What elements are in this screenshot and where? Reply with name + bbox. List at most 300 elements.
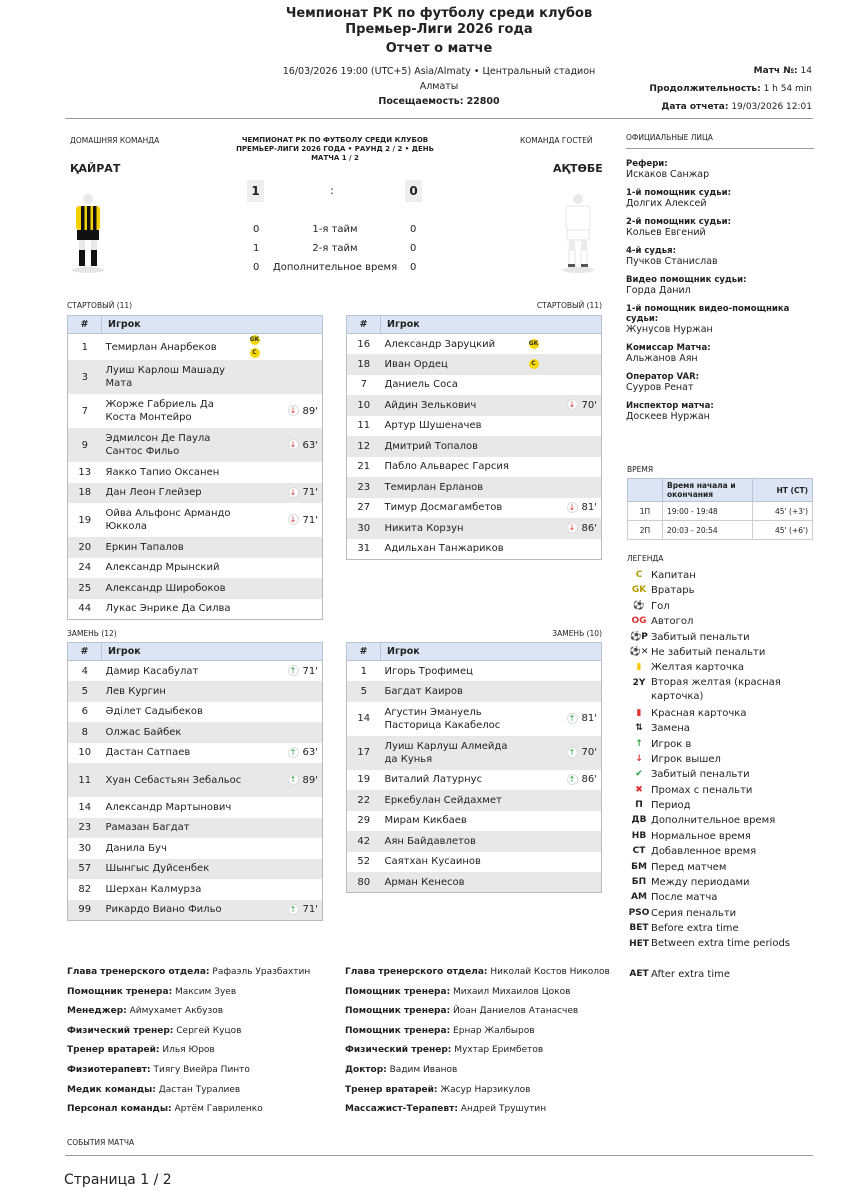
staff-role: Персонал команды: [67, 1104, 172, 1115]
player-number: 18 [347, 354, 381, 375]
duration [649, 80, 812, 98]
player-event [276, 838, 323, 859]
player-name: Тимур Досмагамбетов [384, 502, 503, 514]
period-label: 1-я тайм [312, 224, 358, 235]
legend-icon: БМ [631, 861, 647, 872]
player-number: 9 [68, 428, 102, 462]
staff-entry [345, 1041, 625, 1061]
player-name: Виталий Латурнус [384, 774, 483, 786]
legend-item [627, 706, 827, 721]
event-minute: 70' [581, 747, 597, 758]
staff-name: Николай Костов Николов [490, 967, 610, 977]
report-date-value: 19/03/2026 12:01 [731, 102, 812, 112]
player-row [68, 661, 323, 682]
official-entry [626, 217, 814, 238]
event-minute: 70' [581, 399, 597, 411]
legend-text: Автогол [651, 616, 694, 628]
player-name: Луиш Карлуш Алмейда да Кунья [381, 736, 525, 770]
official-role: Видео помощник судьи: [626, 275, 747, 285]
player-number: 42 [347, 831, 381, 852]
player-badges [525, 872, 555, 893]
legend-item [627, 752, 827, 767]
player-badges [525, 477, 555, 498]
player-badges [246, 578, 276, 599]
col-num: # [347, 316, 381, 334]
legend-item [627, 614, 827, 629]
player-row [347, 457, 602, 478]
player-event [555, 831, 602, 852]
player-row [347, 395, 602, 416]
time-ht: 45' (+3') [753, 502, 813, 521]
player-name: Александр Мрынский [105, 562, 220, 574]
player-event [276, 483, 323, 504]
legend-icon: HET [629, 938, 649, 949]
legend-text: Вторая желтая (красная карточка) [651, 676, 781, 702]
player-event [276, 428, 323, 462]
legend-item [627, 630, 827, 645]
legend-item [627, 813, 827, 828]
player-name: Дамир Касабулат [105, 665, 199, 677]
staff-role: Помощник тренера: [345, 1006, 451, 1017]
match-info-right [649, 62, 812, 116]
legend-item [627, 921, 827, 936]
player-row [68, 462, 323, 483]
sub-out-icon: ↓ [288, 487, 299, 498]
player-event [555, 334, 602, 355]
home-kit-icon [70, 192, 106, 274]
official-role: 2-й помощник судьи: [626, 217, 731, 227]
player-event [276, 743, 323, 764]
staff-name: Михаил Михаилов Цоков [453, 986, 571, 997]
official-entry [626, 401, 814, 422]
event-minute: 89' [302, 405, 318, 417]
player-name: Агустин Эмануель Пасторица Какабелос [384, 706, 501, 731]
staff-name: Мухтар Еримбетов [454, 1045, 544, 1056]
player-row [68, 763, 323, 797]
player-number: 16 [357, 338, 371, 350]
official-entry [626, 159, 814, 180]
event-minute: 81' [581, 713, 597, 724]
time-range: 20:03 - 20:54 [663, 521, 753, 540]
legend-item [627, 967, 827, 982]
staff-name: Вадим Иванов [389, 1064, 458, 1075]
player-row [68, 599, 323, 620]
legend-item [627, 660, 827, 675]
away-staff [345, 963, 625, 1120]
player-badges [525, 334, 555, 355]
player-badges [246, 763, 276, 797]
player-number: 11 [357, 420, 371, 432]
player-name: Эдмилсон Де Паула Сантос Фильо [102, 428, 246, 462]
player-name: Александр Заруцкий [384, 338, 496, 350]
player-badges [525, 736, 555, 770]
player-row [347, 811, 602, 832]
time-range: 19:00 - 19:48 [663, 502, 753, 521]
legend-icon: BET [629, 923, 649, 934]
player-name: Пабло Альварес Гарсия [384, 461, 509, 473]
legend-text: After extra time [651, 968, 731, 980]
player-number: 19 [357, 774, 371, 786]
player-badges [246, 818, 276, 839]
staff-entry [345, 983, 625, 1003]
official-entry [626, 275, 814, 296]
player-event [555, 457, 602, 478]
player-row [347, 334, 602, 355]
official-role: Оператор VAR: [626, 372, 700, 382]
player-row [68, 722, 323, 743]
player-name: Еркебулан Сейдахмет [381, 790, 525, 811]
legend-icon: ⚽ [633, 600, 645, 611]
official-entry [626, 246, 814, 267]
staff-entry [345, 1100, 625, 1120]
player-row [347, 872, 602, 893]
player-event [276, 797, 323, 818]
title-line-2: Премьер-Лиги 2026 года [345, 22, 533, 37]
player-event [276, 394, 323, 428]
away-start-title: СТАРТОВЫЙ (11) [536, 301, 602, 310]
official-name: Горда Данил [626, 285, 691, 296]
player-name: Хуан Себастьян Зебальос [102, 763, 246, 797]
away-starting-table [346, 315, 602, 560]
sub-in-icon: ↑ [567, 747, 578, 758]
player-name: Дастан Сатпаев [105, 747, 191, 759]
period-home-score: 0 [253, 262, 260, 273]
player-number: 24 [78, 562, 92, 574]
player-row [68, 900, 323, 921]
player-name: Рикардо Виано Фильо [102, 900, 246, 921]
player-event [555, 477, 602, 498]
home-team-label: ДОМАШНЯЯ КОМАНДА [70, 136, 160, 145]
score-separator: : [330, 184, 334, 197]
player-badges [525, 457, 555, 478]
player-row [68, 558, 323, 579]
home-subs-title: ЗАМЕНЬ (12) [67, 629, 117, 638]
legend-icon: PSO [628, 907, 650, 918]
player-number: 3 [68, 360, 102, 394]
sub-out-icon: ↓ [288, 514, 299, 525]
player-badges [246, 599, 276, 620]
player-badges [246, 394, 276, 428]
legend-text: Between extra time periods [651, 937, 791, 949]
staff-name: Тиягу Виейра Пинто [153, 1064, 250, 1075]
player-event [276, 722, 323, 743]
staff-name: Жасур Нарзикулов [440, 1084, 531, 1095]
official-name: Альжанов Аян [626, 353, 698, 364]
player-row [347, 852, 602, 873]
player-badges [525, 416, 555, 437]
player-badges [525, 375, 555, 396]
legend-item [627, 676, 827, 706]
player-row [347, 736, 602, 770]
staff-role: Медик команды: [67, 1084, 156, 1095]
player-row [347, 375, 602, 396]
player-badges [246, 483, 276, 504]
player-badges [246, 859, 276, 880]
duration-value: 1 h 54 min [763, 84, 812, 94]
player-number: 21 [357, 461, 371, 473]
player-event [555, 872, 602, 893]
player-row [347, 498, 602, 519]
legend-item [627, 568, 827, 583]
legend-item [627, 829, 827, 844]
player-row [347, 539, 602, 560]
player-number: 23 [68, 818, 102, 839]
away-team-name: АҚТӨБЕ [553, 162, 603, 175]
player-number: 30 [347, 518, 381, 539]
officials-panel [626, 133, 814, 430]
player-row [347, 681, 602, 702]
player-badges [525, 436, 555, 457]
official-name: Кольев Евгений [626, 227, 706, 238]
staff-name: Ернар Жалбыров [453, 1025, 535, 1036]
home-start-title: СТАРТОВЫЙ (11) [67, 301, 133, 310]
legend-item [627, 860, 827, 875]
captain-badge: C [529, 359, 539, 369]
player-event [276, 578, 323, 599]
col-num: # [68, 643, 102, 661]
legend-text: Капитан [651, 570, 696, 581]
player-name: Темирлан Анарбеков [105, 341, 217, 353]
player-badges [246, 334, 276, 361]
staff-role: Доктор: [345, 1064, 387, 1075]
period-home-score: 1 [253, 243, 260, 254]
player-event [276, 818, 323, 839]
legend-list [627, 568, 827, 982]
player-number: 5 [68, 681, 102, 702]
player-name: Жорже Габриель Да Коста Монтейро [105, 399, 214, 423]
legend-text: Замена [651, 723, 690, 735]
legend-item [627, 875, 827, 890]
legend-text: Желтая карточка [651, 662, 744, 674]
legend-icon: ▮ [636, 662, 642, 673]
player-event [555, 681, 602, 702]
player-row [347, 436, 602, 457]
player-badges [246, 879, 276, 900]
player-name: Яакко Тапио Оксанен [105, 466, 220, 478]
player-number: 57 [68, 859, 102, 880]
home-staff [67, 963, 347, 1120]
player-number: 14 [78, 801, 92, 813]
official-role: Рефери: [626, 159, 668, 169]
legend-text: Красная карточка [651, 707, 747, 719]
player-number: 23 [347, 477, 381, 498]
player-row [68, 578, 323, 599]
player-row [68, 483, 323, 504]
legend-icon: OG [631, 616, 647, 627]
event-minute: 71' [302, 514, 318, 526]
player-row [68, 503, 323, 537]
player-row [347, 477, 602, 498]
legend-text: Before extra time [651, 923, 739, 935]
captain-badge: C [250, 348, 260, 358]
player-name: Дан Леон Глейзер [102, 483, 246, 504]
player-number: 10 [347, 395, 381, 416]
official-name: Искаков Санжар [626, 169, 710, 180]
time-period: 2П [628, 521, 663, 540]
page-number: Страница 1 / 2 [64, 1172, 172, 1188]
player-event [276, 558, 323, 579]
player-name: Рамазан Багдат [102, 818, 246, 839]
legend-icon: П [635, 800, 643, 811]
player-name: Даниель Соса [384, 379, 458, 391]
staff-role: Физиотерапевт: [67, 1064, 151, 1075]
player-number: 12 [347, 436, 381, 457]
staff-role: Помощник тренера: [345, 986, 451, 997]
player-number: 99 [68, 900, 102, 921]
player-name: Айдин Зелькович [381, 395, 525, 416]
player-number: 20 [68, 537, 102, 558]
events-title: СОБЫТИЯ МАТЧА [67, 1138, 135, 1147]
time-row [628, 521, 813, 540]
player-row [68, 394, 323, 428]
staff-role: Помощник тренера: [67, 986, 173, 997]
legend-icon: ↓ [635, 753, 643, 764]
player-badges [525, 790, 555, 811]
player-row [347, 702, 602, 736]
official-entry [626, 372, 814, 393]
legend-item [627, 599, 827, 614]
event-minute: 89' [302, 774, 318, 786]
player-number: 29 [357, 815, 371, 827]
player-name: Темирлан Ерланов [381, 477, 525, 498]
title-line-1: Чемпионат РК по футболу среди клубов [285, 6, 593, 21]
legend-text: Нормальное время [651, 830, 751, 842]
report-date [649, 98, 812, 116]
legend-text: Забитый пенальти [651, 631, 750, 643]
player-number: 25 [68, 578, 102, 599]
player-number: 30 [78, 842, 92, 854]
official-entry [626, 343, 814, 364]
official-role: Комиссар Матча: [626, 343, 711, 353]
legend-icon: СТ [632, 846, 646, 857]
home-starting-table [67, 315, 323, 620]
competition-info [230, 136, 440, 163]
player-number: 1 [81, 341, 88, 353]
player-row [68, 681, 323, 702]
legend-icon: ✔ [635, 769, 643, 780]
player-name: Шынгыс Дуйсенбек [102, 859, 246, 880]
player-number: 1 [360, 665, 367, 677]
legend-item [627, 645, 827, 660]
event-minute: 63' [302, 747, 318, 759]
staff-name: Сергей Куцов [176, 1025, 242, 1036]
legend-text: Не забитый пенальти [651, 646, 766, 658]
legend-text: Игрок вышел [651, 753, 721, 765]
player-event [555, 375, 602, 396]
player-badges [246, 360, 276, 394]
staff-name: Андрей Трушутин [460, 1104, 547, 1115]
player-name: Дмитрий Топалов [381, 436, 525, 457]
staff-role: Физический тренер: [67, 1025, 174, 1036]
legend-text: После матча [651, 892, 718, 904]
sub-in-icon: ↑ [288, 774, 299, 785]
player-row [347, 831, 602, 852]
staff-entry [67, 1041, 347, 1061]
staff-entry [67, 1061, 347, 1081]
sub-in-icon: ↑ [567, 713, 578, 724]
official-role: Инспектор матча: [626, 401, 714, 411]
player-event [555, 518, 602, 539]
player-number: 22 [347, 790, 381, 811]
sub-out-icon: ↓ [567, 502, 578, 513]
player-badges [246, 900, 276, 921]
player-badges [525, 539, 555, 560]
player-badges [246, 722, 276, 743]
legend-text: Гол [651, 600, 670, 612]
away-subs-title: ЗАМЕНЬ (10) [552, 629, 602, 638]
sub-out-icon: ↓ [288, 405, 299, 416]
player-event [555, 661, 602, 682]
legend-icon: AET [629, 968, 649, 979]
attendance-value: 22800 [466, 96, 500, 107]
sub-in-icon: ↑ [288, 904, 299, 915]
player-badges [246, 681, 276, 702]
time-period: 1П [628, 502, 663, 521]
officials-title: ОФИЦИАЛЬНЫЕ ЛИЦА [626, 133, 713, 142]
staff-name: Рафаэль Уразбахтин [212, 967, 311, 977]
legend-icon: АМ [631, 892, 647, 903]
player-badges [525, 395, 555, 416]
sub-out-icon: ↓ [567, 522, 578, 533]
report-title [0, 6, 848, 38]
time-col-start: Время начала и окончания [663, 479, 753, 502]
legend-item [627, 737, 827, 752]
player-number: 4 [81, 665, 88, 677]
legend-item [627, 890, 827, 905]
legend-icon: ДВ [631, 815, 647, 826]
player-name: Иван Ордец [381, 354, 525, 375]
legend-item [627, 906, 827, 921]
legend-title: ЛЕГЕНДА [627, 554, 664, 563]
player-name: Арман Кенесов [381, 872, 525, 893]
official-role: 1-й помощник видео-помощника судьи: [626, 304, 790, 324]
player-row [68, 537, 323, 558]
player-badges [246, 503, 276, 537]
legend-text: Забитый пенальти [651, 769, 750, 781]
time-col-period [628, 479, 663, 502]
staff-role: Помощник тренера: [345, 1025, 451, 1036]
legend-text: Между периодами [651, 877, 750, 889]
legend-icon: ✖ [635, 784, 643, 795]
match-number-label: Матч №: [753, 66, 798, 76]
player-number: 44 [78, 603, 92, 614]
official-role: 1-й помощник судьи: [626, 188, 731, 198]
time-title: ВРЕМЯ [627, 465, 654, 474]
player-badges [525, 831, 555, 852]
goalkeeper-badge: GK [249, 336, 260, 343]
staff-role: Глава тренерского отдела: [67, 967, 210, 977]
player-badges [525, 852, 555, 873]
legend-text: Период [651, 800, 691, 812]
player-name: Еркин Тапалов [102, 537, 246, 558]
legend-icon: GK [631, 585, 647, 596]
player-row [68, 360, 323, 394]
staff-entry [345, 1061, 625, 1081]
col-num: # [347, 643, 381, 661]
home-score: 1 [247, 180, 264, 202]
legend-text: Серия пенальти [651, 907, 737, 919]
player-badges [525, 811, 555, 832]
legend-item [627, 767, 827, 782]
player-badges [246, 743, 276, 764]
player-badges [246, 797, 276, 818]
staff-role: Тренер вратарей: [67, 1045, 160, 1056]
col-player: Игрок [381, 316, 602, 334]
player-badges [246, 462, 276, 483]
staff-entry [345, 963, 625, 983]
player-number: 27 [357, 502, 371, 514]
event-minute: 71' [302, 904, 318, 915]
